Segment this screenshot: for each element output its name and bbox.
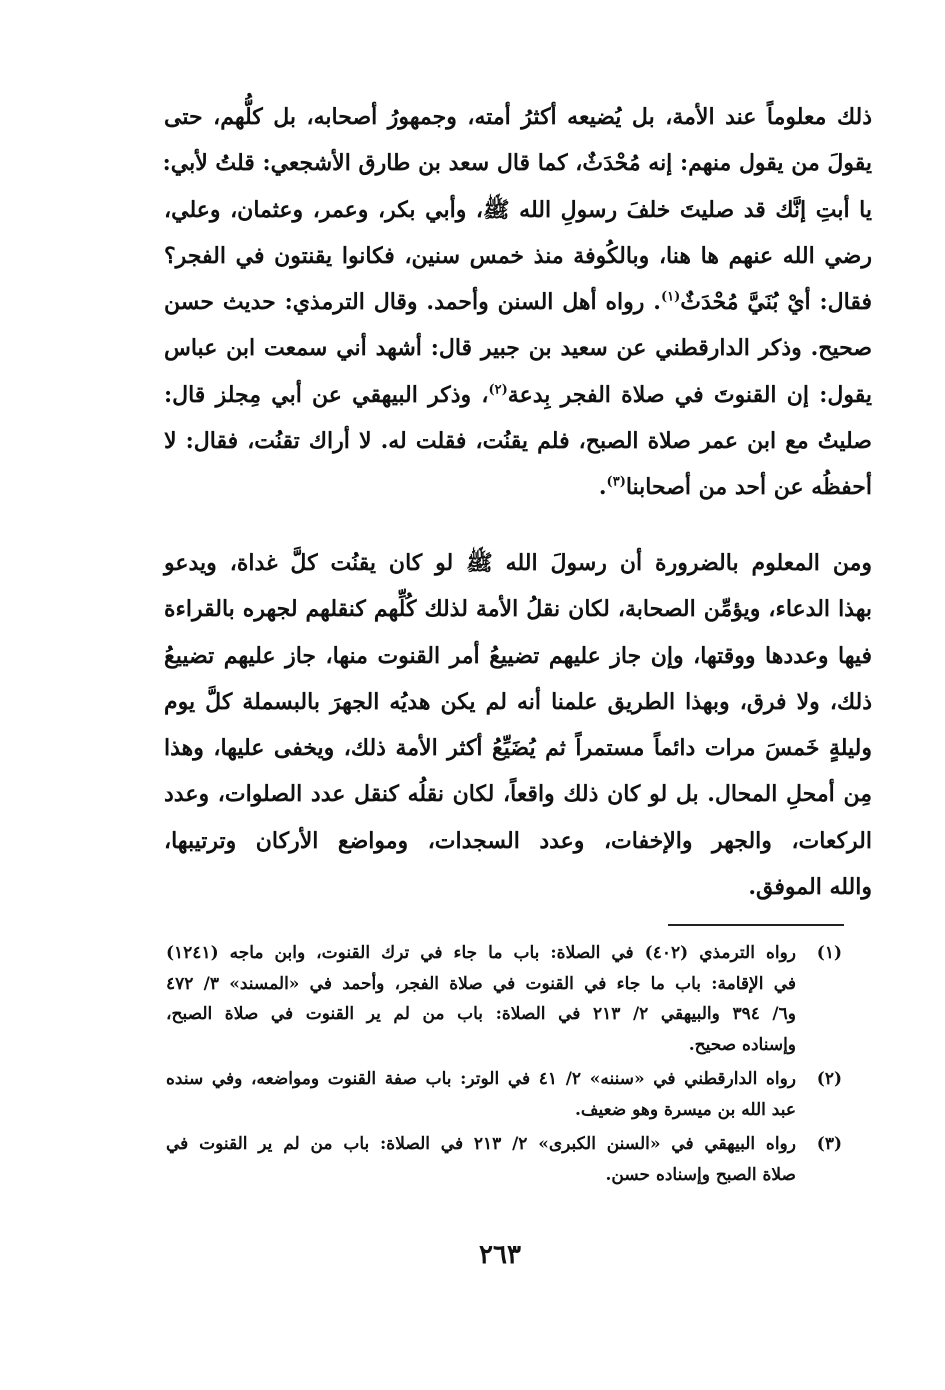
text-line: ذلك معلوماً عند الأمة، بل يُضيعه أكثرُ أمته، وجمهورُ أصحابه، بل كلُّهم، حتى <box>164 104 872 130</box>
footnote-number: (٣) <box>816 1134 842 1154</box>
text-segment: . <box>598 474 607 501</box>
footnote-line: صلاة الصبح وإسناده حسن. <box>605 1164 796 1185</box>
text-line: صحيح. وذكر الدارقطني عن سعيد بن جبير قال: أشهد أني سمعت ابن عباس <box>164 335 872 362</box>
footnote-text <box>166 938 796 1060</box>
text-line: صليتُ مع ابن عمر صلاة الصبح، فلم يقنُت، فقلت له. لا أراك تقنُت، فقال: لا <box>164 428 872 455</box>
footnote-ref-1[interactable]: (١) <box>660 289 681 305</box>
text-line: يقولَ من يقول منهم: إنه مُحْدَثٌ، كما قال سعد بن طارق الأشجعي: قلتُ لأبي: <box>162 150 872 177</box>
footnote-3 <box>166 1129 842 1190</box>
footnote-divider <box>668 924 844 926</box>
text-segment: . رواه أهل السنن وأحمد. وقال الترمذي: حديث حسن <box>164 289 661 316</box>
text-line: يا أبتِ إنَّك قد صليتَ خلفَ رسولِ الله ﷺ، وأبي بكر، وعمر، وعثمان، وعلي، <box>164 196 872 223</box>
footnote-line: في الإقامة: باب ما جاء في القنوت في صلاة الفجر، وأحمد في «المسند» ٣/ ٤٧٢ <box>166 973 796 994</box>
text-line: ذلك، ولا فرق، وبهذا الطريق علمنا أنه لم يكن هديُه الجهرَ بالبسملة كلَّ يوم <box>164 688 872 715</box>
footnotes <box>166 938 842 1194</box>
footnote-line: وإسناده صحيح. <box>688 1034 796 1055</box>
footnote-text <box>166 1129 796 1190</box>
footnote-line: عبد الله بن ميسرة وهو ضعيف. <box>574 1099 796 1120</box>
text-line: فيها وعددها ووقتها، وإن جاز عليهم تضييعُ أمر القنوت منها، جاز عليهم تضييعُ <box>164 642 872 669</box>
text-line <box>164 464 872 510</box>
text-line: والله الموفق. <box>748 874 872 901</box>
text-segment: فقال: أيْ بُنَيَّ مُحْدَثٌ <box>680 289 872 316</box>
paragraph-2 <box>164 540 872 910</box>
text-segment: ، وذكر البيهقي عن أبي مِجلز قال: <box>164 381 489 408</box>
text-line: مِن أمحلِ المحال. بل لو كان ذلك واقعاً، لكان نقلُه كنقل عدد الصلوات، وعدد <box>164 781 872 808</box>
text-line: بهذا الدعاء، ويؤمِّن الصحابة، لكان نقلُ الأمة لذلك كُلِّهم كنقلهم لجهره بالقراءة <box>164 596 872 623</box>
footnote-1 <box>166 938 842 1060</box>
footnote-line: و٦/ ٣٩٤ والبيهقي ٢/ ٢١٣ في الصلاة: باب من لم ير القنوت في صلاة الصبح، <box>166 1004 796 1024</box>
footnote-text <box>166 1064 796 1125</box>
footnote-number: (١) <box>816 943 842 963</box>
text-line: الركعات، والجهر والإخفات، وعدد السجدات، ومواضع الأركان وترتيبها، <box>164 827 872 854</box>
footnote-line: رواه الدارقطني في «سننه» ٢/ ٤١ في الوتر: باب صفة القنوت ومواضعه، وفي سنده <box>166 1069 796 1089</box>
text-line: ومن المعلوم بالضرورة أن رسولَ الله ﷺ لو كان يقنُت كلَّ غداة، ويدعو <box>164 550 872 576</box>
footnote-number: (٢) <box>816 1069 842 1089</box>
text-line: وليلةٍ خَمسَ مرات دائماً مستمراً ثم يُضَيِّعُ أكثر الأمة ذلك، ويخفى عليها، وهذا <box>164 735 872 762</box>
text-line <box>164 372 872 418</box>
text-line <box>164 279 872 325</box>
page-number: ٢٦٣ <box>479 1240 521 1270</box>
footnote-2 <box>166 1064 842 1125</box>
footnote-ref-3[interactable]: (٣) <box>606 475 626 491</box>
footnote-line: رواه البيهقي في «السنن الكبرى» ٢/ ٢١٣ في الصلاة: باب من لم ير القنوت في <box>166 1134 796 1154</box>
text-segment: يقول: إن القنوتَ في صلاة الفجر بِدعة <box>507 381 872 408</box>
paragraph-1 <box>164 94 872 511</box>
text-segment: أحفظُه عن أحد من أصحابنا <box>625 474 872 501</box>
footnote-ref-2[interactable]: (٢) <box>488 382 508 398</box>
text-line: رضي الله عنهم ها هنا، وبالكُوفة منذ خمس سنين، فكانوا يقنتون في الفجر؟ <box>164 242 872 269</box>
footnote-line: رواه الترمذي (٤٠٢) في الصلاة: باب ما جاء في ترك القنوت، وابن ماجه (١٢٤١) <box>166 943 796 963</box>
